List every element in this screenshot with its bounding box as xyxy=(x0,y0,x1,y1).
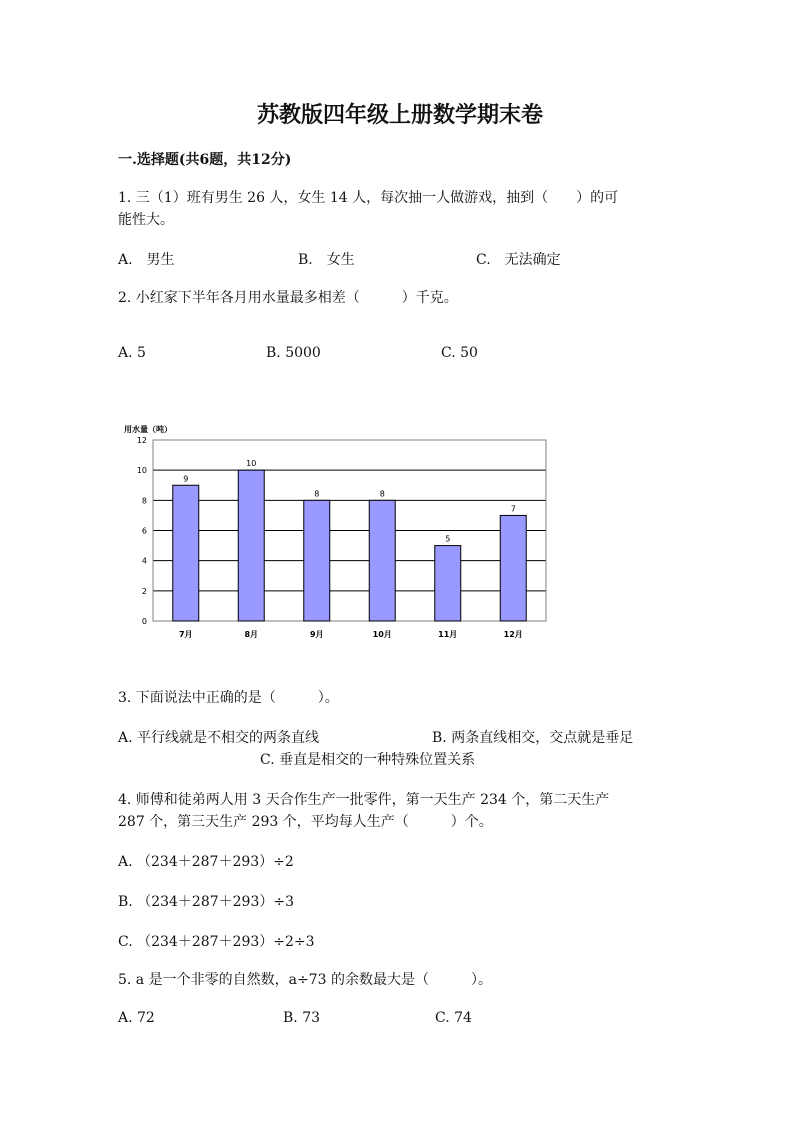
page-title: 苏教版四年级上册数学期末卷 xyxy=(256,102,543,128)
question-2-line-1: 2. 小红家下半年各月用水量最多相差（ ）千克。 xyxy=(118,290,458,306)
question-2-option-a[interactable]: A. 5 xyxy=(118,345,146,361)
y-tick-label: 6 xyxy=(141,526,147,536)
bar xyxy=(435,546,461,621)
bar xyxy=(304,500,330,621)
data-label: 8 xyxy=(314,489,320,499)
section-heading: 一.选择题(共6题，共12分) xyxy=(118,152,292,168)
y-axis-label: 用水量（吨） xyxy=(124,425,172,434)
question-1-option-a[interactable]: A. 男生 xyxy=(118,252,175,268)
y-tick-label: 4 xyxy=(141,556,147,566)
y-tick-label: 0 xyxy=(141,617,147,626)
y-tick-label: 2 xyxy=(141,586,147,596)
question-3-option-a[interactable]: A. 平行线就是不相交的两条直线 xyxy=(118,730,320,746)
x-tick-label: 11月 xyxy=(438,630,458,639)
question-5-option-c[interactable]: C. 74 xyxy=(435,1010,472,1026)
question-2-option-c[interactable]: C. 50 xyxy=(441,345,478,361)
question-1-line-2: 能性大。 xyxy=(118,212,174,228)
question-3-line-1: 3. 下面说法中正确的是（ ）。 xyxy=(118,690,339,706)
y-tick-label: 10 xyxy=(136,466,147,476)
question-3-option-b[interactable]: B. 两条直线相交，交点就是垂足 xyxy=(432,730,634,746)
question-4-line-1: 4. 师傅和徒弟两人用 3 天合作生产一批零件，第一天生产 234 个，第二天生产 xyxy=(118,792,610,808)
water-usage-bar-chart xyxy=(118,420,558,650)
bar xyxy=(500,515,526,621)
question-4-option-b[interactable]: B. （234＋287＋293）÷3 xyxy=(118,894,294,910)
data-label: 8 xyxy=(379,489,385,499)
x-tick-label: 10月 xyxy=(372,630,392,639)
y-tick-label: 12 xyxy=(136,436,147,445)
x-tick-label: 9月 xyxy=(309,630,324,639)
question-1-line-1: 1. 三（1）班有男生 26 人，女生 14 人，每次抽一人做游戏，抽到（ ）的可 xyxy=(118,190,619,206)
y-tick-label: 8 xyxy=(141,496,147,506)
question-1-option-b[interactable]: B. 女生 xyxy=(298,252,355,268)
question-1-option-c[interactable]: C. 无法确定 xyxy=(476,252,561,268)
question-2-option-b[interactable]: B. 5000 xyxy=(266,345,321,361)
x-tick-label: 7月 xyxy=(178,630,193,639)
bar xyxy=(238,470,264,621)
question-4-option-c[interactable]: C. （234＋287＋293）÷2÷3 xyxy=(118,934,315,950)
question-5-line-1: 5. a 是一个非零的自然数，a÷73 的余数最大是（ ）。 xyxy=(118,972,492,988)
question-5-option-b[interactable]: B. 73 xyxy=(283,1010,321,1026)
x-tick-label: 12月 xyxy=(503,630,523,639)
data-label: 5 xyxy=(445,534,451,544)
bar xyxy=(173,485,199,621)
data-label: 7 xyxy=(510,504,516,514)
question-4-line-2: 287 个，第三天生产 293 个，平均每人生产（ ）个。 xyxy=(118,814,493,830)
data-label: 10 xyxy=(246,459,257,469)
question-4-option-a[interactable]: A. （234＋287＋293）÷2 xyxy=(118,854,294,870)
bar xyxy=(369,500,395,621)
question-5-option-a[interactable]: A. 72 xyxy=(118,1010,155,1026)
x-tick-label: 8月 xyxy=(244,630,259,639)
question-3-option-c[interactable]: C. 垂直是相交的一种特殊位置关系 xyxy=(260,752,476,768)
data-label: 9 xyxy=(183,474,189,484)
